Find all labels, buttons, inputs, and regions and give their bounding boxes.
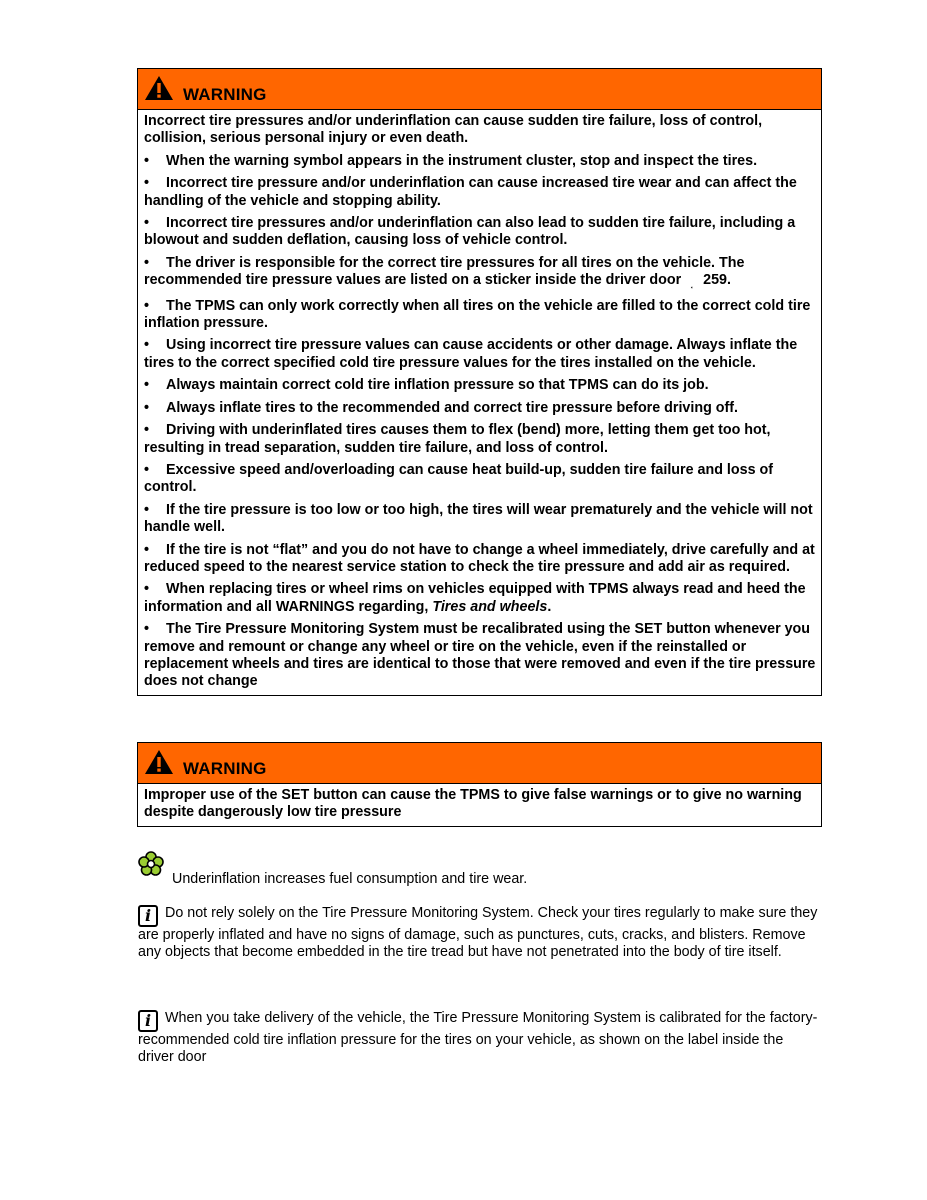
warning-bullet: • Incorrect tire pressures and/or underinflation can also lead to sudden tire failure, including a blowout and sudden deflation, causing loss of vehicle control.	[144, 215, 796, 249]
page-ref-mark: ⸼	[690, 278, 694, 290]
warning-body	[138, 110, 821, 695]
info-icon: i	[138, 1010, 158, 1032]
warning-box-set-button	[137, 742, 822, 827]
page-ref[interactable]: 259.	[703, 272, 731, 289]
warning-bullet: • If the tire is not “flat” and you do not have to change a wheel immediately, drive carefully and at reduced speed to the nearest service station to check the tire pressure and add air as required.	[144, 541, 815, 575]
warning-triangle-icon	[144, 749, 174, 775]
info-icon: i	[138, 905, 158, 927]
warning-bullet: • Always inflate tires to the recommended and correct tire pressure before driving off.	[144, 399, 739, 416]
warning-bullet: • Using incorrect tire pressure values can cause accidents or other damage. Always inflate the tires to the correct specified cold tire pressure values for the tires installed on the vehicle.	[144, 337, 798, 371]
info-note-text: When you take delivery of the vehicle, the Tire Pressure Monitoring System is calibrated for the factory-recommended cold tire inflation pressure for the tires on your vehicle, as shown on the label inside the driver door	[138, 1010, 818, 1066]
info-note-text: Do not rely solely on the Tire Pressure Monitoring System. Check your tires regularly to make sure they are properly inflated and have no signs of damage, such as punctures, cuts, cracks, and blisters. Remove any objects that become embedded in the tire tread but have not penetrated into the body of tire itself.	[138, 905, 818, 961]
warning-body	[138, 784, 821, 826]
cross-reference-link[interactable]: Tires and wheels	[432, 598, 548, 615]
warning-title: WARNING	[183, 85, 267, 104]
warning-bullet: • The driver is responsible for the correct tire pressures for all tires on the vehicle. The recommended tire pressure values are listed on a sticker inside the driver door ⸼ 259.	[144, 255, 816, 293]
info-note-calibration	[138, 1010, 823, 1067]
warning-triangle-icon	[144, 75, 174, 101]
warning-bullet: • The Tire Pressure Monitoring System must be recalibrated using the SET button whenever you remove and remount or change any wheel or tire on the vehicle, even if the reinstalled or replacement wheels and tires are identical to those that were removed and even if the tire pressure does not change	[144, 621, 816, 690]
warning-bullet: • Always maintain correct cold tire inflation pressure so that TPMS can do its job.	[144, 377, 709, 394]
warning-title: WARNING	[183, 759, 267, 778]
warning-text: Improper use of the SET button can cause the TPMS to give false warnings or to give no warning despite dangerously low tire pressure	[144, 787, 802, 821]
warning-bullet: • The TPMS can only work correctly when all tires on the vehicle are filled to the correct cold tire inflation pressure.	[144, 297, 811, 332]
environment-flower-icon	[138, 851, 164, 877]
warning-intro: Incorrect tire pressures and/or underinflation can cause sudden tire failure, loss of control, collision, serious personal injury or even death.	[144, 113, 763, 147]
warning-box-tire-pressure	[137, 68, 822, 696]
warning-bullet: • Excessive speed and/overloading can cause heat build-up, sudden tire failure and loss of control.	[144, 461, 773, 496]
warning-bullet: • Incorrect tire pressure and/or underinflation can cause increased tire wear and can affect the handling of the vehicle and stopping ability.	[144, 175, 797, 209]
warning-header	[138, 743, 821, 784]
environment-note-text: Underinflation increases fuel consumption and tire wear.	[172, 871, 528, 887]
info-note-tpms-reliance	[138, 905, 823, 962]
warning-bullet: • Driving with underinflated tires causes them to flex (bend) more, letting them get too hot, resulting in tread separation, sudden tire failure, and loss of control.	[144, 422, 771, 456]
warning-header	[138, 69, 821, 110]
warning-bullet: • When the warning symbol appears in the instrument cluster, stop and inspect the tires.	[144, 152, 758, 169]
warning-bullet: • When replacing tires or wheel rims on vehicles equipped with TPMS always read and heed the information and all WARNINGS regarding, Tires and wheels.	[144, 581, 806, 615]
environment-note	[138, 851, 823, 887]
warning-bullet: • If the tire pressure is too low or too high, the tires will wear prematurely and the vehicle will not handle well.	[144, 501, 813, 536]
